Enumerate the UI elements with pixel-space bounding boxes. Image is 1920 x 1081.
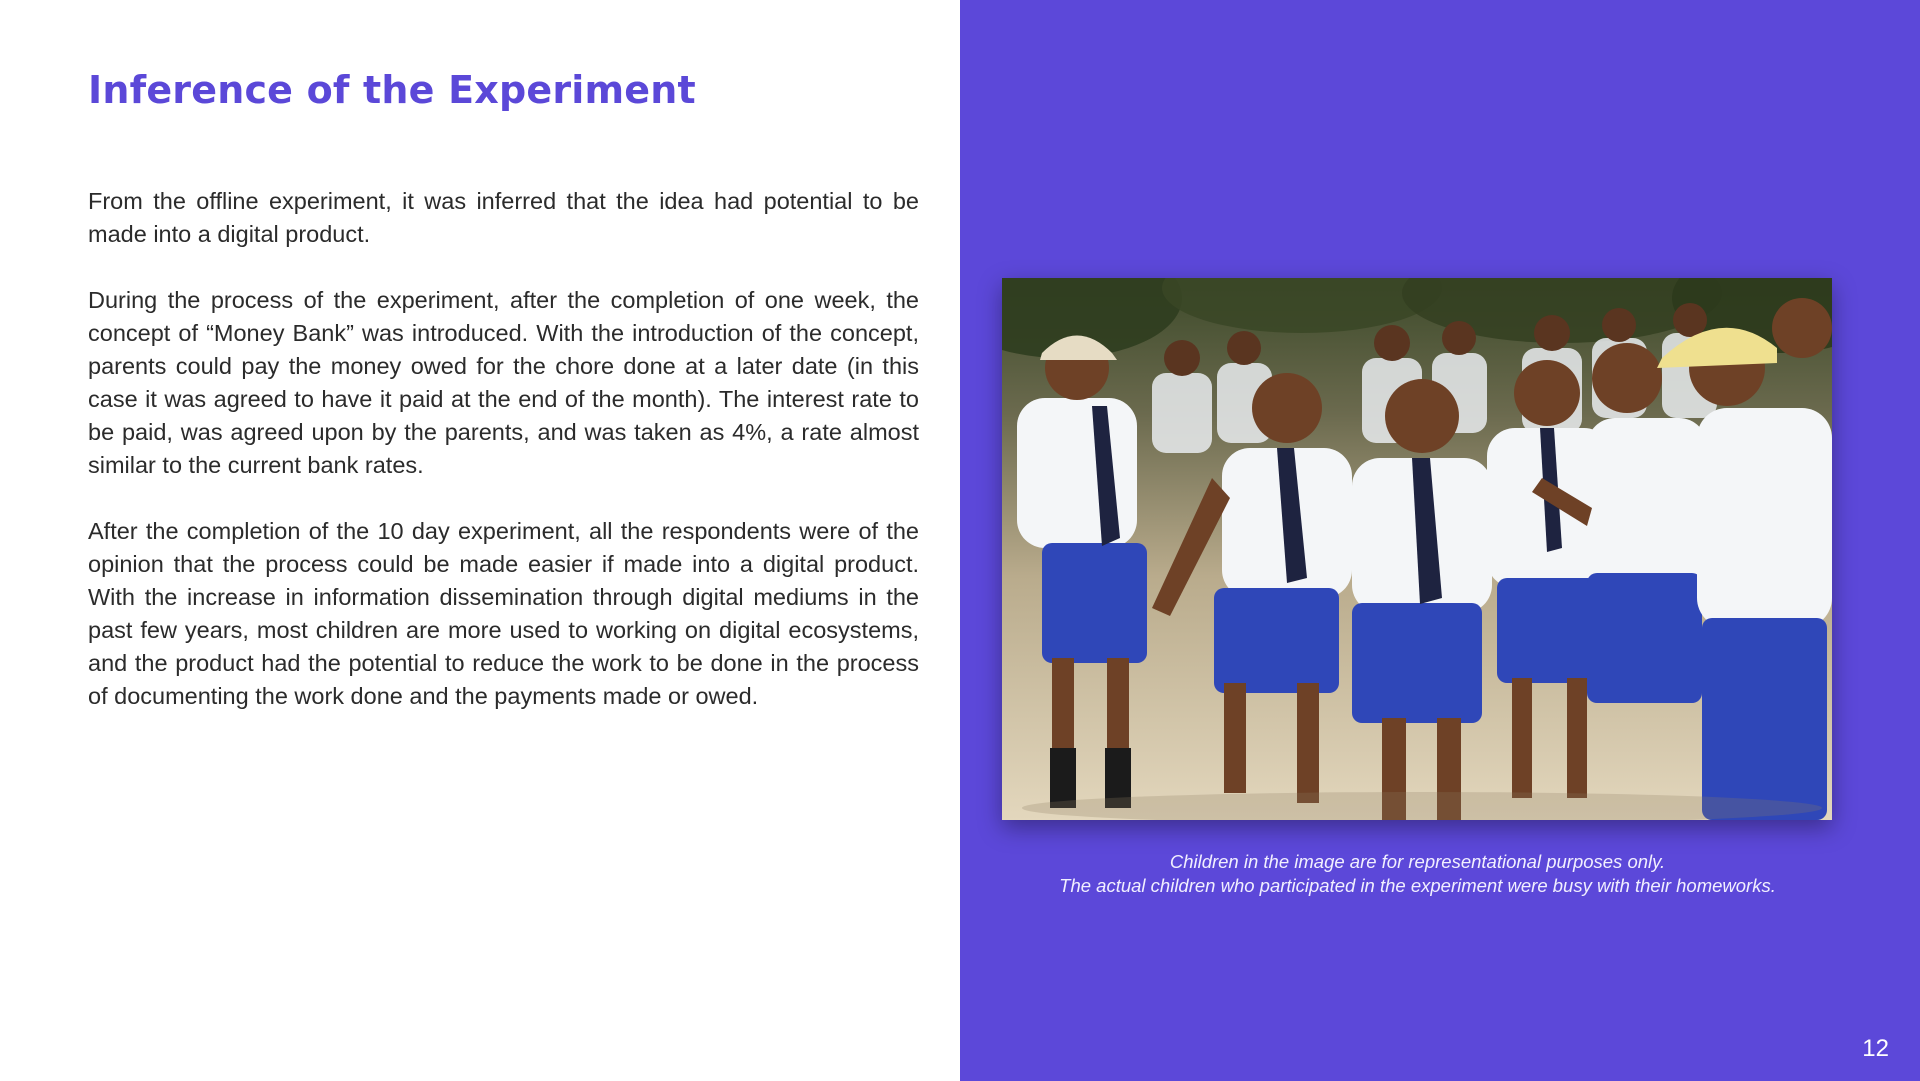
caption-line-2: The actual children who participated in the experiment were busy with their homeworks.	[1059, 875, 1776, 896]
photo-schoolchildren	[1002, 278, 1832, 820]
paragraph-money-bank: During the process of the experiment, after the completion of one week, the concept of “Money Bank” was introduced. With the introduction of the concept, parents could pay the money owed for the chore done at a later date (in this case it was agreed to have it paid at the end of the month). The interest rate to be paid, was agreed upon by the parents, and was taken as 4%, a rate almost similar to the current bank rates.	[88, 287, 919, 478]
page-number: 12	[1862, 1035, 1889, 1062]
body-text	[88, 185, 919, 746]
photo-caption	[960, 850, 1875, 898]
slide-title: Inference of the Experiment	[88, 68, 696, 112]
caption-line-1: Children in the image are for representational purposes only.	[1169, 851, 1666, 872]
right-panel	[960, 0, 1920, 1081]
photo-illustration	[1002, 278, 1832, 820]
paragraph-inference: From the offline experiment, it was inferred that the idea had potential to be made into a digital product.	[88, 188, 919, 247]
paragraph-conclusion: After the completion of the 10 day experiment, all the respondents were of the opinion that the process could be made easier if made into a digital product. With the increase in information dissemination through digital mediums in the past few years, most children are more used to working on digital ecosystems, and the product had the potential to reduce the work to be done in the process of documenting the work done and the payments made or owed.	[88, 518, 919, 709]
